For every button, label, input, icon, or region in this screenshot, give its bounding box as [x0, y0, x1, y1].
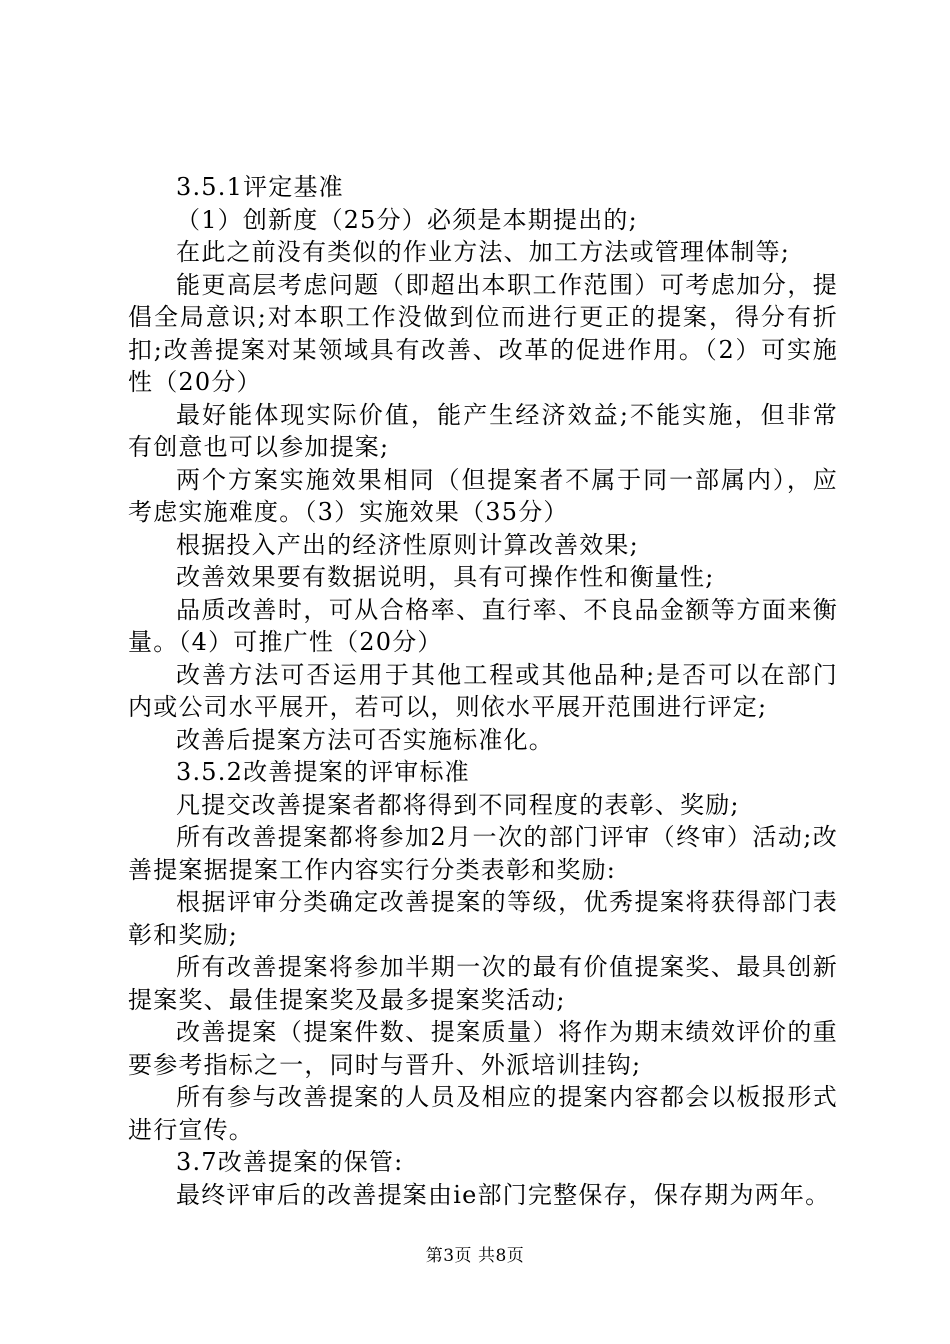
paragraph: 两个方案实施效果相同（但提案者不属于同一部属内），应考虑实施难度。（3）实施效果（35分） — [128, 465, 838, 526]
paragraph-heading-3-5-1: 3.5.1评定基准 — [176, 173, 344, 201]
paragraph: 改善后提案方法可否实施标准化。 — [176, 725, 554, 754]
paragraph-heading-3-5-2: 3.5.2改善提案的评审标准 — [176, 758, 470, 786]
paragraph-heading-3-7: 3.7改善提案的保管: — [176, 1148, 404, 1176]
paragraph: 在此之前没有类似的作业方法、加工方法或管理体制等; — [176, 238, 791, 266]
paragraph: 凡提交改善提案者都将得到不同程度的表彰、奖励; — [176, 790, 740, 819]
paragraph: 最好能体现实际价值，能产生经济效益;不能实施，但非常有创意也可以参加提案; — [128, 400, 838, 461]
paragraph: 最终评审后的改善提案由ie部门完整保存，保存期为两年。 — [176, 1180, 831, 1209]
page-number-footer: 第3页 共8页 — [425, 1246, 525, 1266]
paragraph: 改善提案（提案件数、提案质量）将作为期末绩效评价的重要参考指标之一，同时与晋升、外派培训挂钩; — [128, 1018, 838, 1079]
document-body — [128, 171, 838, 1211]
paragraph: （1）创新度（25分）必须是本期提出的; — [176, 205, 638, 234]
paragraph: 所有改善提案将参加半期一次的最有价值提案奖、最具创新提案奖、最佳提案奖及最多提案奖活动; — [128, 953, 838, 1014]
paragraph: 能更高层考虑问题（即超出本职工作范围）可考虑加分，提倡全局意识;对本职工作没做到位而进行更正的提案，得分有折扣;改善提案对某领域具有改善、改革的促进作用。（2）可实施性（20分） — [128, 270, 838, 396]
paragraph: 所有参与改善提案的人员及相应的提案内容都会以板报形式进行宣传。 — [128, 1083, 838, 1144]
paragraph: 根据投入产出的经济性原则计算改善效果; — [176, 530, 639, 559]
paragraph: 改善效果要有数据说明，具有可操作性和衡量性; — [176, 563, 715, 591]
paragraph: 品质改善时，可从合格率、直行率、不良品金额等方面来衡量。（4）可推广性（20分） — [128, 595, 838, 656]
paragraph: 所有改善提案都将参加2月一次的部门评审（终审）活动;改善提案据提案工作内容实行分类表彰和奖励: — [128, 823, 838, 884]
paragraph: 根据评审分类确定改善提案的等级，优秀提案将获得部门表彰和奖励; — [128, 888, 838, 949]
paragraph: 改善方法可否运用于其他工程或其他品种;是否可以在部门内或公司水平展开，若可以，则依水平展开范围进行评定; — [128, 660, 838, 721]
